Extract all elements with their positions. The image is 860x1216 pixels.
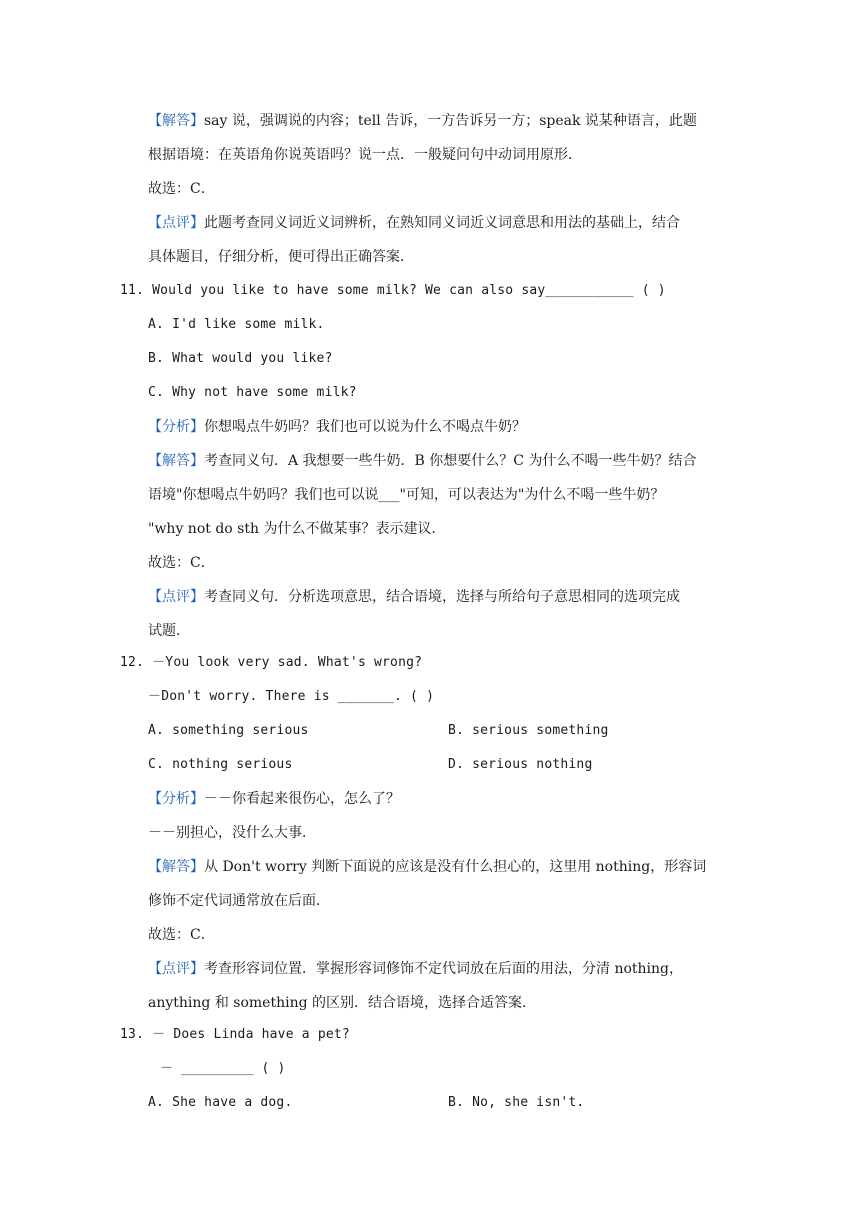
q11-option-a: A. I'd like some milk.	[148, 317, 325, 332]
q11-option-b: B. What would you like?	[148, 351, 333, 366]
answer-text: 考查同义句．A 我想要一些牛奶．B 你想要什么？C 为什么不喝一些牛奶？结合	[204, 453, 697, 469]
answer-tag: 【解答】	[148, 859, 204, 875]
answer-tag: 【解答】	[148, 113, 204, 129]
comment-text: 考查形容词位置．掌握形容词修饰不定代词放在后面的用法，分清 nothing，	[204, 961, 683, 977]
q12-analysis-line-2: －－别担心，没什么大事．	[148, 825, 316, 841]
q11-stem: 11. Would you like to have some milk? We can also say___________ ( )	[120, 283, 666, 298]
q12-option-b: B. serious something	[448, 723, 609, 738]
q12-analysis-line-1	[148, 789, 400, 809]
analysis-tag: 【分析】	[148, 419, 204, 435]
q11-analysis-line	[148, 417, 526, 437]
answer-text: 从 Don't worry 判断下面说的应该是没有什么担心的，这里用 nothing，形容词	[204, 859, 707, 875]
q11-answer-line-1	[148, 451, 696, 471]
q10-comment-line-2: 具体题目，仔细分析，便可得出正确答案．	[148, 249, 414, 265]
q11-choice-line: 故选：C．	[148, 555, 215, 571]
q12-stem-reply: －Don't worry. There is _______. ( )	[148, 689, 435, 704]
q10-choice-line: 故选：C．	[148, 181, 215, 197]
comment-text: 考查同义句．分析选项意思，结合语境，选择与所给句子意思相同的选项完成	[204, 589, 680, 605]
analysis-text: 你想喝点牛奶吗？我们也可以说为什么不喝点牛奶？	[204, 419, 526, 435]
answer-tag: 【解答】	[148, 453, 204, 469]
q12-answer-line-1	[148, 857, 706, 877]
analysis-text: －－你看起来很伤心，怎么了？	[204, 791, 400, 807]
q11-answer-line-3: "why not do sth 为什么不做某事？表示建议．	[148, 521, 446, 537]
comment-tag: 【点评】	[148, 961, 204, 977]
q11-comment-line-1	[148, 587, 680, 607]
q12-comment-line-2: anything 和 something 的区别．结合语境，选择合适答案．	[148, 995, 536, 1011]
q11-option-c: C. Why not have some milk?	[148, 385, 357, 400]
q13-stem: 13. － Does Linda have a pet?	[120, 1027, 350, 1042]
analysis-tag: 【分析】	[148, 791, 204, 807]
q13-option-b: B. No, she isn't.	[448, 1095, 585, 1110]
q12-answer-line-2: 修饰不定代词通常放在后面．	[148, 893, 330, 909]
q10-answer-line-1	[148, 111, 697, 131]
q12-option-d: D. serious nothing	[448, 757, 593, 772]
q12-option-a: A. something serious	[148, 723, 309, 738]
q12-option-c: C. nothing serious	[148, 757, 293, 772]
q12-choice-line: 故选：C．	[148, 927, 215, 943]
comment-tag: 【点评】	[148, 589, 204, 605]
comment-text: 此题考查同义词近义词辨析，在熟知同义词近义词意思和用法的基础上，结合	[204, 215, 680, 231]
q11-comment-line-2: 试题．	[148, 623, 190, 639]
q10-answer-line-2: 根据语境：在英语角你说英语吗？说一点．一般疑问句中动词用原形．	[148, 147, 582, 163]
comment-tag: 【点评】	[148, 215, 204, 231]
q13-stem-reply: － _________ ( )	[160, 1061, 286, 1076]
q11-answer-line-2: 语境"你想喝点牛奶吗？我们也可以说___"可知，可以表达为"为什么不喝一些牛奶？	[148, 487, 665, 503]
answer-text: say 说，强调说的内容；tell 告诉，一方告诉另一方；speak 说某种语言，此题	[204, 113, 697, 129]
q13-option-a: A. She have a dog.	[148, 1095, 293, 1110]
q10-comment-line-1	[148, 213, 680, 233]
q12-comment-line-1	[148, 959, 683, 979]
q12-stem: 12. －You look very sad. What's wrong?	[120, 655, 423, 670]
